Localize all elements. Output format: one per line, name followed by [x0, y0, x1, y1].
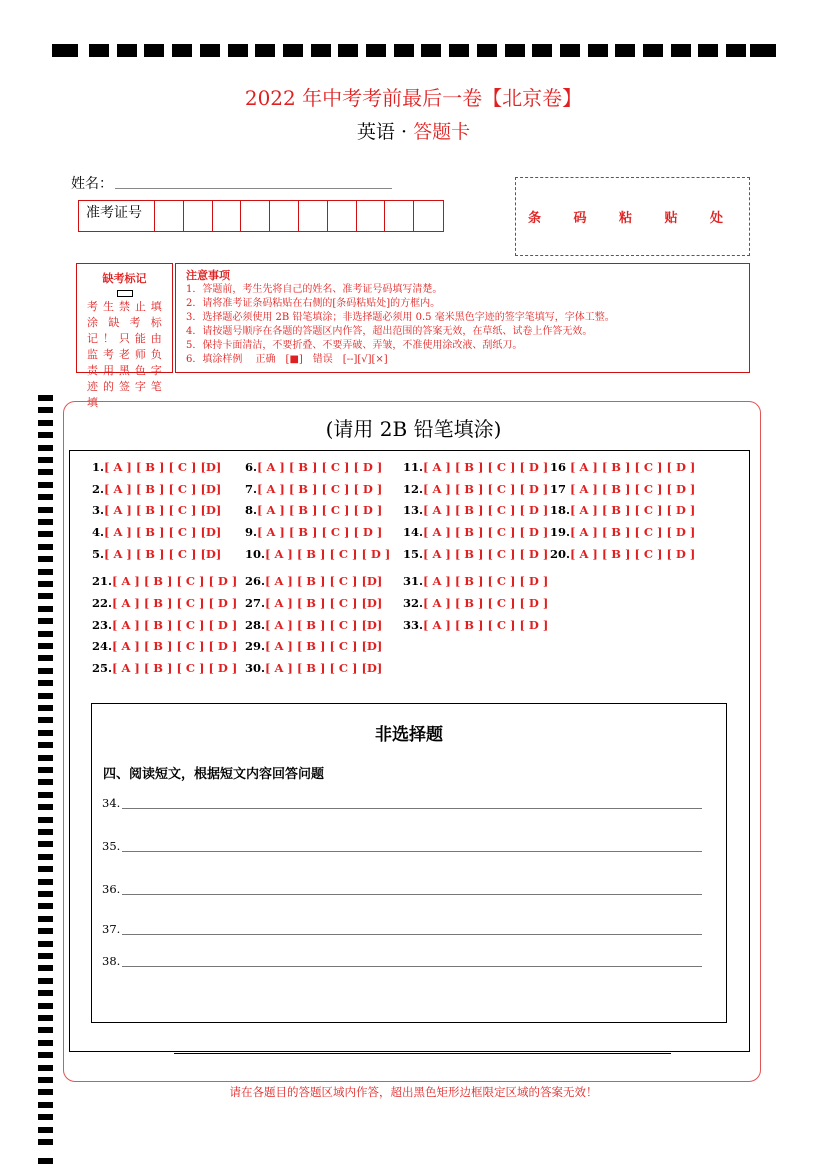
question-number: 25.: [92, 661, 113, 675]
mc-question: [245, 503, 382, 517]
missing-mark-box: [76, 263, 173, 409]
answer-bubbles[interactable]: [ A ] [ B ] [ C ] [D]: [104, 460, 222, 474]
timing-mark: [38, 1158, 53, 1164]
left-timing-marks: [38, 395, 53, 1165]
answer-line-label: 36.: [102, 882, 121, 896]
mc-question: [245, 574, 382, 588]
question-number: 32.: [403, 596, 424, 610]
timing-mark: [38, 581, 53, 587]
timing-mark: [38, 792, 53, 798]
timing-mark: [38, 680, 53, 686]
timing-mark: [38, 779, 53, 785]
mc-question: [245, 661, 382, 675]
timing-mark: [38, 507, 53, 513]
exam-number-grid: [78, 200, 444, 232]
missing-mark-text: 考生禁止填涂缺考标记！只能由监考老师负责用黑色字迹的签字笔填: [87, 300, 164, 409]
mc-question: [245, 618, 382, 632]
timing-mark: [726, 44, 746, 57]
timing-mark: [38, 854, 53, 860]
answer-bubbles[interactable]: [ A ] [ B ] [ C ] [ D ]: [112, 574, 238, 588]
timing-mark: [38, 767, 53, 773]
timing-mark: [38, 531, 53, 537]
timing-mark: [38, 482, 53, 488]
question-number: 7.: [245, 482, 258, 496]
exam-number-cell[interactable]: [328, 201, 357, 231]
timing-mark: [38, 903, 53, 909]
exam-number-cell[interactable]: [385, 201, 414, 231]
timing-mark: [38, 655, 53, 661]
answer-bubbles[interactable]: [ A ] [ B ] [ C ] [D]: [104, 525, 222, 539]
answer-bubbles[interactable]: [ A ] [ B ] [ C ] [ D ]: [566, 460, 696, 474]
timing-mark: [643, 44, 663, 57]
timing-mark: [38, 1102, 53, 1108]
mc-question: [403, 618, 548, 632]
exam-number-cell[interactable]: [213, 201, 242, 231]
timing-mark: [38, 544, 53, 550]
answer-bubbles[interactable]: [ A ] [ B ] [ C ] [ D ]: [423, 618, 549, 632]
question-number: 3.: [92, 503, 105, 517]
timing-mark: [505, 44, 525, 57]
timing-mark: [38, 705, 53, 711]
answer-bubbles[interactable]: [ A ] [ B ] [ C ] [ D ]: [423, 503, 549, 517]
question-number: 33.: [403, 618, 424, 632]
barcode-area: 条 码 粘 贴 处: [515, 177, 750, 256]
timing-mark: [172, 44, 192, 57]
timing-mark: [52, 44, 78, 57]
timing-mark: [671, 44, 691, 57]
answer-line-label: 37.: [102, 922, 121, 936]
timing-mark: [38, 879, 53, 885]
exam-number-cell[interactable]: [270, 201, 299, 231]
mc-question: [245, 596, 382, 610]
question-number: 15.: [403, 547, 424, 561]
exam-number-cell[interactable]: [155, 201, 184, 231]
non-choice-box: [91, 703, 727, 1023]
answer-bubbles[interactable]: [ A ] [ B ] [ C ] [ D ]: [112, 661, 238, 675]
question-number: 30.: [245, 661, 266, 675]
question-number: 4.: [92, 525, 105, 539]
answer-bubbles[interactable]: [ A ] [ B ] [ C ] [ D ]: [423, 547, 549, 561]
timing-mark: [200, 44, 220, 57]
mc-question: [550, 525, 695, 539]
timing-mark: [38, 916, 53, 922]
answer-bubbles[interactable]: [ A ] [ B ] [ C ] [ D ]: [257, 460, 383, 474]
question-number: 27.: [245, 596, 266, 610]
exam-number-label: 准考证号: [79, 201, 155, 231]
exam-number-cell[interactable]: [299, 201, 328, 231]
timing-mark: [228, 44, 248, 57]
timing-mark: [38, 717, 53, 723]
timing-mark: [38, 668, 53, 674]
answer-bubbles[interactable]: [ A ] [ B ] [ C ] [D]: [265, 639, 383, 653]
question-number: 31.: [403, 574, 424, 588]
answer-bubbles[interactable]: [ A ] [ B ] [ C ] [ D ]: [257, 503, 383, 517]
answer-line[interactable]: [122, 894, 702, 895]
timing-mark: [560, 44, 580, 57]
mc-question: [92, 661, 237, 675]
timing-mark: [38, 817, 53, 823]
mc-question: [92, 574, 237, 588]
answer-bubbles[interactable]: [ A ] [ B ] [ C ] [D]: [265, 596, 383, 610]
timing-mark: [38, 569, 53, 575]
notes-title: 注意事项: [186, 269, 230, 282]
timing-mark: [89, 44, 109, 57]
answer-bubbles[interactable]: [ A ] [ B ] [ C ] [ D ]: [423, 525, 549, 539]
mc-question: [403, 503, 548, 517]
answer-bubbles[interactable]: [ A ] [ B ] [ C ] [ D ]: [423, 596, 549, 610]
timing-mark: [38, 1015, 53, 1021]
answer-bubbles[interactable]: [ A ] [ B ] [ C ] [ D ]: [570, 525, 696, 539]
timing-mark: [38, 643, 53, 649]
mc-question: [92, 639, 237, 653]
question-number: 19.: [550, 525, 571, 539]
question-number: 13.: [403, 503, 424, 517]
answer-bubbles[interactable]: [ A ] [ B ] [ C ] [ D ]: [257, 482, 383, 496]
card-type: 答题卡: [413, 121, 471, 143]
exam-number-cell[interactable]: [241, 201, 270, 231]
missing-mark-checkbox[interactable]: [117, 290, 133, 297]
name-input-line[interactable]: [115, 188, 392, 189]
question-number: 16: [550, 460, 567, 474]
mc-question: [92, 525, 221, 539]
timing-mark: [38, 1052, 53, 1058]
timing-mark: [394, 44, 414, 57]
timing-mark: [38, 990, 53, 996]
mc-question: [403, 596, 548, 610]
timing-mark: [698, 44, 718, 57]
answer-bubbles[interactable]: [ A ] [ B ] [ C ] [D]: [104, 503, 222, 517]
subject: 英语: [356, 121, 395, 143]
timing-mark: [38, 755, 53, 761]
timing-mark: [38, 469, 53, 475]
question-number: 18.: [550, 503, 571, 517]
name-label: 姓名：: [71, 176, 113, 192]
timing-mark: [38, 457, 53, 463]
note-item: 4．请按题号顺序在各题的答题区内作答，超出范围的答案无效，在草纸、试卷上作答无效。: [186, 326, 593, 337]
mc-question: [245, 482, 382, 496]
bottom-rule: [174, 1053, 671, 1054]
timing-mark: [255, 44, 275, 57]
question-number: 20.: [550, 547, 571, 561]
timing-mark: [38, 395, 53, 401]
note-item: 3．选择题必须使用 2B 铅笔填涂；非选择题必须用 0.5 毫米黑色字迹的签字笔填写，字体工整。: [186, 312, 615, 323]
timing-mark: [421, 44, 441, 57]
timing-mark: [144, 44, 164, 57]
timing-mark: [750, 44, 776, 57]
question-number: 1.: [92, 460, 105, 474]
subject-line: [0, 117, 827, 144]
timing-mark: [38, 606, 53, 612]
timing-mark: [311, 44, 331, 57]
answer-line-label: 34.: [102, 796, 121, 810]
timing-mark: [38, 1127, 53, 1133]
answer-bubbles[interactable]: [ A ] [ B ] [ C ] [ D ]: [257, 525, 383, 539]
answer-line-label: 38.: [102, 954, 121, 968]
timing-mark: [117, 44, 137, 57]
separator-dot: ·: [400, 121, 408, 143]
timing-mark: [38, 1040, 53, 1046]
note-item: 1．答题前，考生先将自己的姓名、准考证号码填写清楚。: [186, 284, 443, 295]
mc-question: [550, 460, 695, 474]
mc-question: [92, 460, 221, 474]
question-number: 29.: [245, 639, 266, 653]
timing-mark: [38, 618, 53, 624]
page-title: 2022 年中考考前最后一卷【北京卷】: [244, 86, 583, 110]
answer-bubbles[interactable]: [ A ] [ B ] [ C ] [D]: [265, 661, 383, 675]
timing-mark: [38, 965, 53, 971]
question-number: 14.: [403, 525, 424, 539]
timing-mark: [38, 1027, 53, 1033]
answer-bubbles[interactable]: [ A ] [ B ] [ C ] [ D ]: [423, 482, 549, 496]
answer-bubbles[interactable]: [ A ] [ B ] [ C ] [ D ]: [570, 503, 696, 517]
exam-number-cell[interactable]: [184, 201, 213, 231]
timing-mark: [477, 44, 497, 57]
question-number: 26.: [245, 574, 266, 588]
question-number: 6.: [245, 460, 258, 474]
timing-mark: [338, 44, 358, 57]
timing-mark: [38, 1139, 53, 1145]
answer-line[interactable]: [122, 934, 702, 935]
timing-mark: [38, 742, 53, 748]
exam-number-cell[interactable]: [414, 201, 443, 231]
mc-question: [403, 574, 548, 588]
timing-mark: [449, 44, 469, 57]
question-number: 10.: [245, 547, 266, 561]
mc-question: [403, 525, 548, 539]
question-number: 8.: [245, 503, 258, 517]
timing-mark: [38, 891, 53, 897]
exam-number-cell[interactable]: [357, 201, 386, 231]
mc-question: [92, 503, 221, 517]
timing-mark: [38, 445, 53, 451]
question-number: 11.: [403, 460, 424, 474]
answer-bubbles[interactable]: [ A ] [ B ] [ C ] [D]: [265, 618, 383, 632]
answer-bubbles[interactable]: [ A ] [ B ] [ C ] [D]: [265, 574, 383, 588]
mc-question: [403, 482, 548, 496]
answer-bubbles[interactable]: [ A ] [ B ] [ C ] [ D ]: [112, 639, 238, 653]
reading-section-heading: 四、阅读短文，根据短文内容回答问题: [103, 767, 325, 782]
note-item: 5．保持卡面清洁，不要折叠、不要弄破、弄皱，不准使用涂改液、刮纸刀。: [186, 340, 523, 351]
notes-box: [175, 263, 750, 373]
timing-mark: [532, 44, 552, 57]
mc-question: [245, 547, 390, 561]
question-number: 5.: [92, 547, 105, 561]
answer-bubbles[interactable]: [ A ] [ B ] [ C ] [D]: [104, 547, 222, 561]
missing-mark-title: 缺考标记: [102, 272, 147, 285]
timing-mark: [38, 1114, 53, 1120]
answer-line[interactable]: [122, 966, 702, 967]
footer-warning: 请在各题目的答题区域内作答，超出黑色矩形边框限定区域的答案无效！: [229, 1085, 598, 1099]
timing-mark: [38, 866, 53, 872]
mc-question: [550, 503, 695, 517]
note-item: 2．请将准考证条码粘贴在右侧的[条码粘贴处]的方框内。: [186, 298, 441, 309]
mc-question: [245, 639, 382, 653]
timing-mark: [38, 941, 53, 947]
question-number: 24.: [92, 639, 113, 653]
question-number: 2.: [92, 482, 105, 496]
timing-mark: [38, 1065, 53, 1071]
timing-mark: [38, 841, 53, 847]
mc-question: [403, 460, 548, 474]
timing-mark: [38, 494, 53, 500]
timing-mark: [38, 953, 53, 959]
question-number: 9.: [245, 525, 258, 539]
answer-bubbles[interactable]: [ A ] [ B ] [ C ] [ D ]: [423, 460, 549, 474]
timing-mark: [38, 631, 53, 637]
timing-mark: [38, 730, 53, 736]
timing-mark: [38, 804, 53, 810]
answer-bubbles[interactable]: [ A ] [ B ] [ C ] [ D ]: [566, 482, 696, 496]
timing-mark: [38, 519, 53, 525]
timing-mark: [38, 928, 53, 934]
answer-line[interactable]: [122, 851, 702, 852]
mc-question: [245, 525, 382, 539]
answer-line[interactable]: [122, 808, 702, 809]
answer-bubbles[interactable]: [ A ] [ B ] [ C ] [ D ]: [112, 596, 238, 610]
timing-mark: [38, 693, 53, 699]
answer-bubbles[interactable]: [ A ] [ B ] [ C ] [ D ]: [570, 547, 696, 561]
mc-question: [403, 547, 548, 561]
mc-question: [92, 596, 237, 610]
question-number: 12.: [403, 482, 424, 496]
timing-mark: [38, 593, 53, 599]
top-timing-marks: [52, 44, 776, 60]
question-number: 28.: [245, 618, 266, 632]
mc-question: [245, 460, 382, 474]
timing-mark: [38, 978, 53, 984]
question-number: 17: [550, 482, 567, 496]
answer-bubbles[interactable]: [ A ] [ B ] [ C ] [ D ]: [265, 547, 391, 561]
question-number: 22.: [92, 596, 113, 610]
timing-mark: [283, 44, 303, 57]
timing-mark: [38, 556, 53, 562]
answer-bubbles[interactable]: [ A ] [ B ] [ C ] [D]: [104, 482, 222, 496]
mc-instruction: (请用 2B 铅笔填涂): [325, 417, 502, 441]
mc-question: [550, 482, 695, 496]
timing-mark: [615, 44, 635, 57]
question-number: 21.: [92, 574, 113, 588]
timing-mark: [38, 829, 53, 835]
mc-question: [92, 482, 221, 496]
mc-question: [92, 547, 221, 561]
answer-bubbles[interactable]: [ A ] [ B ] [ C ] [ D ]: [423, 574, 549, 588]
note-item: 6．填涂样例 正确 [■] 错误 [--][√][×]: [186, 354, 388, 365]
answer-line-label: 35.: [102, 839, 121, 853]
non-choice-title: 非选择题: [375, 725, 443, 745]
mc-question: [550, 547, 695, 561]
timing-mark: [588, 44, 608, 57]
answer-bubbles[interactable]: [ A ] [ B ] [ C ] [ D ]: [112, 618, 238, 632]
question-number: 23.: [92, 618, 113, 632]
timing-mark: [38, 1077, 53, 1083]
timing-mark: [366, 44, 386, 57]
mc-question: [92, 618, 237, 632]
timing-mark: [38, 1003, 53, 1009]
